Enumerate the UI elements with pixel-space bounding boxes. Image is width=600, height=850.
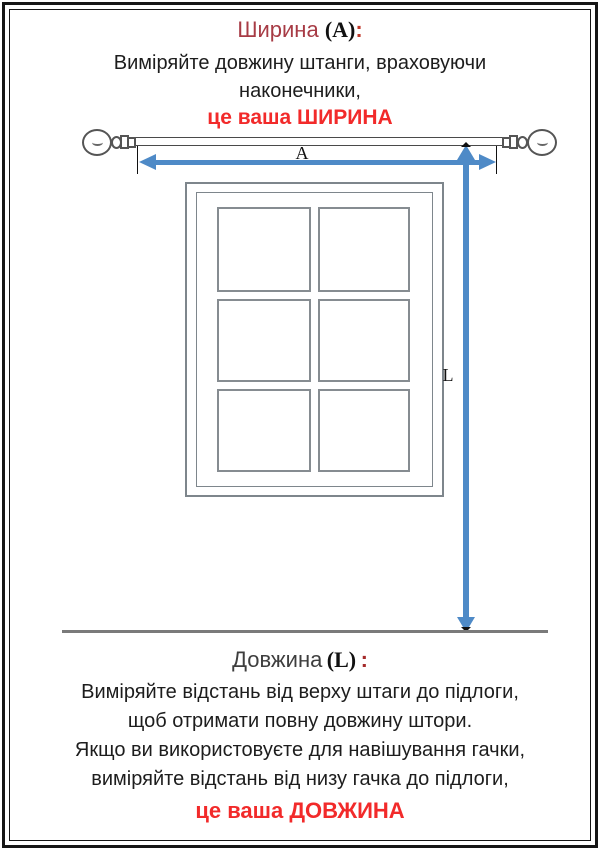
length-arrow-up-head <box>457 145 475 160</box>
window-pane <box>318 389 410 472</box>
width-instruction-line-2: наконечники, <box>239 80 361 102</box>
length-instruction-line-4: виміряйте відстань від низу гачка до підлоги, <box>91 768 509 790</box>
width-title-label: Ширина <box>237 17 319 42</box>
width-title-symbol: (A) <box>324 17 356 42</box>
length-highlight: це ваша ДОВЖИНА <box>195 798 405 823</box>
right-finial-ring <box>517 136 528 149</box>
window-pane <box>318 299 410 382</box>
right-finial-detail <box>537 139 548 146</box>
length-arrow-top-mark <box>461 142 471 147</box>
floor-line <box>62 630 548 633</box>
width-arrow-left-head <box>139 154 156 170</box>
width-arrow-shaft <box>153 160 481 165</box>
window-pane-grid <box>217 207 410 472</box>
length-title-label: Довжина <box>232 647 323 672</box>
width-arrow-label: A <box>295 143 309 163</box>
left-finial-collar-small <box>127 137 136 148</box>
length-instruction-line-1: Виміряйте відстань від верху штаги до підлоги, <box>81 681 519 703</box>
left-finial-detail <box>92 139 103 146</box>
length-title <box>0 647 600 673</box>
length-title-symbol: (L) <box>326 647 357 672</box>
width-title <box>0 17 600 43</box>
width-instruction-line-1: Виміряйте довжину штанги, враховуючи <box>113 52 487 74</box>
width-arrow-right-head <box>479 154 496 170</box>
width-tick-right <box>496 146 497 174</box>
length-title-colon: : <box>360 647 368 672</box>
width-highlight: це ваша ШИРИНА <box>207 106 393 129</box>
right-finial-collar-small <box>502 137 511 148</box>
width-title-colon: : <box>355 17 363 42</box>
window-pane <box>217 389 311 472</box>
length-instruction-line-3: Якщо ви використовуєте для навішування гачки, <box>74 739 526 761</box>
curtain-rod <box>135 137 503 146</box>
length-instruction-line-2: щоб отримати повну довжину штори. <box>127 710 473 732</box>
length-arrow-shaft <box>463 158 469 619</box>
window-pane <box>217 207 311 292</box>
window-pane <box>318 207 410 292</box>
width-tick-left <box>137 146 138 174</box>
window-pane <box>217 299 311 382</box>
length-arrow-label: L <box>442 365 454 385</box>
